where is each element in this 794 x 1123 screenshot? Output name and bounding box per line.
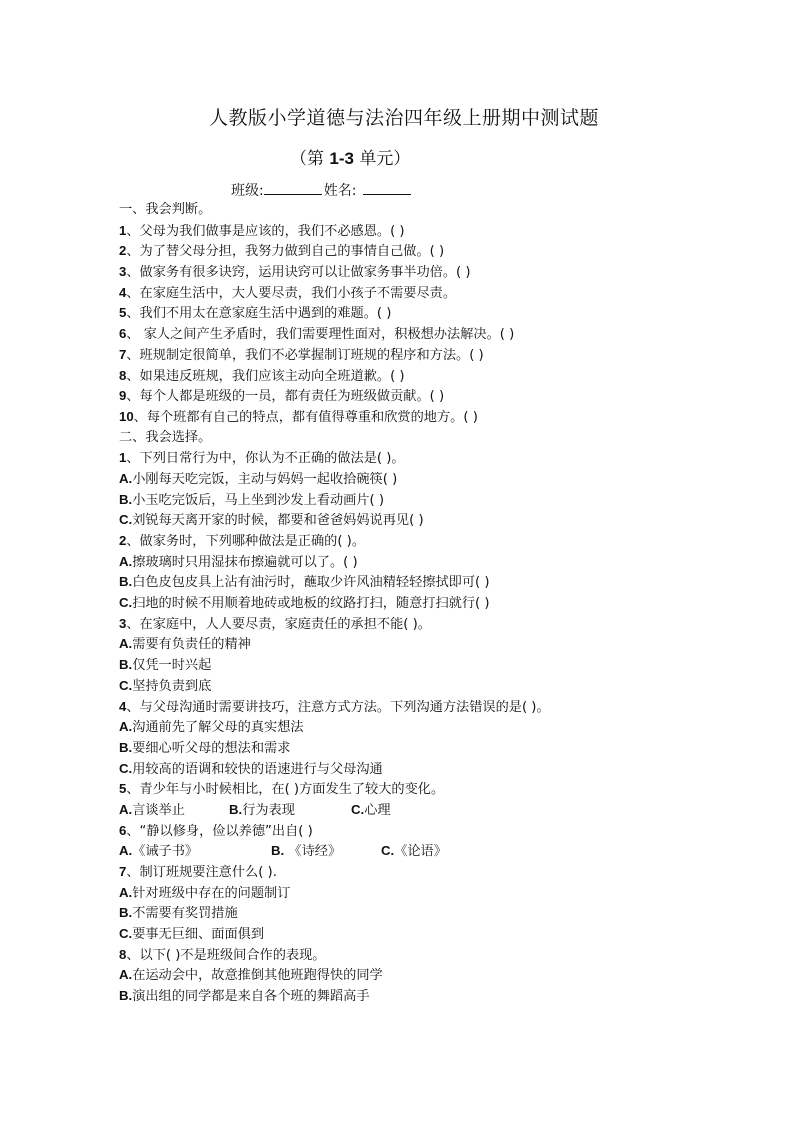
option-text: 要细心听父母的想法和需求: [132, 740, 291, 756]
question-number: 1: [119, 450, 127, 466]
answer-option: [119, 986, 719, 1007]
item-text: 、每个班都有自己的特点，都有值得尊重和欣赏的地方。( ): [133, 409, 478, 425]
answer-option: [119, 903, 719, 924]
option-letter: C.: [351, 801, 365, 817]
answer-option: [119, 800, 229, 821]
unit-range-subtitle: [290, 148, 410, 170]
option-letter: C.: [119, 926, 133, 942]
option-text: 白色皮包皮具上沾有油污时，蘸取少许风油精轻轻擦拭即可( ): [132, 575, 490, 591]
inline-answer-options: [119, 841, 719, 862]
judgement-item: [119, 366, 719, 387]
option-letter: A.: [119, 884, 133, 900]
option-text: 需要有负责任的精神: [132, 637, 251, 653]
option-letter: B.: [119, 988, 133, 1004]
option-letter: B.: [119, 491, 133, 507]
item-text: 、班规制定很简单，我们不必掌握制订班规的程序和方法。( ): [126, 347, 484, 363]
option-text: 要事无巨细、面面俱到: [132, 927, 265, 943]
choice-question: [119, 531, 719, 552]
answer-option: [229, 800, 351, 821]
question-number: 2: [119, 533, 127, 548]
answer-option: [119, 510, 719, 531]
question-number: 3: [119, 615, 127, 631]
option-text: 演出组的同学都是来自各个班的舞蹈高手: [132, 989, 370, 1005]
answer-option: [119, 655, 719, 676]
item-number: 2: [119, 243, 127, 259]
option-letter: B.: [119, 657, 133, 673]
class-label: 班级:: [231, 183, 264, 199]
subtitle-open: （第: [290, 149, 330, 169]
item-number: 4: [119, 284, 127, 300]
answer-option: [351, 800, 391, 821]
option-text: 心理: [364, 802, 391, 818]
section-heading-choice: 二、我会选择。: [119, 429, 212, 445]
option-text: 坚持负责到底: [132, 678, 212, 694]
option-text: 行为表现: [242, 802, 295, 818]
answer-option: [119, 572, 719, 593]
item-number: 3: [119, 264, 127, 280]
item-number: 10: [119, 408, 134, 424]
item-text: 、为了替父母分担，我努力做到自己的事情自己做。( ): [126, 244, 445, 260]
option-text: 不需要有奖罚措施: [132, 906, 238, 922]
answer-option: [119, 883, 719, 904]
question-text: 、青少年与小时候相比，在( )方面发生了较大的变化。: [126, 782, 445, 798]
option-letter: A.: [119, 843, 133, 859]
judgement-item: [119, 221, 719, 242]
option-text: 擦玻璃时只用湿抹布擦遍就可以了。( ): [132, 554, 358, 570]
option-text: 扫地的时候不用顺着地砖或地板的纹路打扫，随意打扫就行( ): [132, 596, 490, 612]
name-label: 姓名:: [323, 183, 361, 199]
inline-answer-options: [119, 800, 719, 821]
option-letter: B.: [271, 843, 285, 859]
answer-option: [119, 841, 271, 862]
answer-option: [119, 717, 719, 738]
option-letter: B.: [119, 739, 133, 755]
answer-option: [119, 490, 719, 511]
option-letter: C.: [119, 677, 133, 693]
answer-option: [119, 965, 719, 986]
option-letter: B.: [119, 574, 133, 590]
option-text: 针对班级中存在的问题制订: [132, 885, 291, 901]
item-number: 5: [119, 305, 127, 321]
question-text: 、制订班规要注意什么( ).: [126, 865, 277, 880]
option-letter: B.: [229, 801, 243, 817]
choice-question: [119, 697, 719, 718]
question-number: 8: [119, 946, 127, 962]
choice-question: [119, 448, 719, 469]
item-text: 、 家人之间产生矛盾时，我们需要理性面对，积极想办法解决。( ): [126, 327, 515, 343]
option-letter: C.: [119, 595, 133, 611]
option-text: 《诫子书》: [132, 844, 199, 860]
question-number: 7: [119, 864, 127, 879]
question-number: 6: [119, 822, 127, 838]
answer-option: [119, 634, 719, 655]
class-blank[interactable]: [264, 180, 322, 195]
subtitle-close: 单元）: [353, 149, 411, 169]
item-text: 、父母为我们做事是应该的，我们不必感恩。( ): [126, 223, 405, 239]
answer-option: [119, 552, 719, 573]
option-letter: A.: [119, 967, 133, 983]
option-text: 《论语》: [394, 844, 447, 860]
option-text: 刘锐每天离开家的时候，都要和爸爸妈妈说再见( ): [132, 513, 424, 529]
item-number: 9: [119, 388, 127, 404]
item-number: 6: [119, 326, 127, 342]
judgement-item: [119, 241, 719, 262]
choice-question: [119, 862, 719, 883]
item-number: 8: [119, 367, 127, 383]
judgement-item: [119, 386, 719, 407]
item-text: 、每个人都是班级的一员，都有责任为班级做贡献。( ): [126, 389, 445, 405]
option-text: 仅凭一时兴起: [132, 658, 212, 674]
question-text: 、做家务时，下列哪种做法是正确的( )。: [126, 534, 366, 549]
section-heading-judgement: 一、我会判断。: [119, 202, 212, 217]
student-info-line: [231, 180, 411, 201]
judgement-item: [119, 303, 719, 324]
question-text: 、在家庭中，人人要尽责，家庭责任的承担不能( )。: [126, 616, 431, 632]
page-title: 人教版小学道德与法治四年级上册期中测试题: [208, 107, 599, 129]
subtitle-range: 1-3: [329, 149, 354, 168]
judgement-item: [119, 283, 719, 304]
option-letter: A.: [119, 470, 133, 486]
option-text: 《诗经》: [284, 844, 342, 860]
choice-question: [119, 779, 719, 800]
item-text: 、我们不用太在意家庭生活中遇到的难题。( ): [126, 306, 392, 322]
question-text: 、与父母沟通时需要讲技巧，注意方式方法。下列沟通方法错误的是( )。: [126, 699, 550, 715]
item-text: 、如果违反班规，我们应该主动向全班道歉。( ): [126, 368, 405, 384]
option-letter: B.: [119, 905, 133, 921]
choice-question: [119, 614, 719, 635]
judgement-item: [119, 407, 719, 428]
item-number: 7: [119, 346, 127, 362]
option-letter: C.: [119, 760, 133, 776]
answer-option: [119, 676, 719, 697]
question-number: 4: [119, 698, 127, 714]
option-letter: C.: [381, 843, 395, 859]
option-text: 小玉吃完饭后，马上坐到沙发上看动画片( ): [132, 492, 385, 508]
name-blank[interactable]: [363, 180, 411, 195]
option-letter: C.: [119, 512, 133, 528]
option-text: 小刚每天吃完饭，主动与妈妈一起收拾碗筷( ): [132, 471, 398, 487]
choice-list: [119, 448, 719, 1007]
option-text: 沟通前先了解父母的真实想法: [132, 720, 304, 736]
answer-option: [119, 759, 719, 780]
answer-option: [119, 924, 719, 945]
answer-option: [271, 841, 381, 862]
judgement-item: [119, 345, 719, 366]
question-text: 、“静以修身，俭以养德”出自( ): [126, 823, 313, 839]
option-letter: A.: [119, 719, 133, 735]
question-text: 、以下( )不是班级间合作的表现。: [126, 947, 326, 963]
answer-option: [119, 738, 719, 759]
question-text: 、下列日常行为中，你认为不正确的做法是( )。: [126, 451, 405, 467]
option-text: 在运动会中，故意推倒其他班跑得快的同学: [132, 968, 383, 984]
judgement-item: [119, 324, 719, 345]
answer-option: [381, 841, 447, 862]
option-text: 言谈举止: [132, 802, 185, 818]
option-letter: A.: [119, 636, 133, 652]
question-number: 5: [119, 781, 127, 797]
option-text: 用较高的语调和较快的语速进行与父母沟通: [132, 761, 383, 777]
choice-question: [119, 821, 719, 842]
item-text: 、在家庭生活中，大人要尽责，我们小孩子不需要尽责。: [126, 285, 457, 301]
item-text: 、做家务有很多诀窍，运用诀窍可以让做家务事半功倍。( ): [126, 265, 471, 281]
judgement-list: [119, 221, 719, 428]
option-letter: A.: [119, 801, 133, 817]
choice-question: [119, 945, 719, 966]
item-number: 1: [119, 222, 127, 238]
exam-content: [119, 200, 719, 1007]
option-letter: A.: [119, 553, 133, 569]
answer-option: [119, 469, 719, 490]
judgement-item: [119, 262, 719, 283]
answer-option: [119, 593, 719, 614]
